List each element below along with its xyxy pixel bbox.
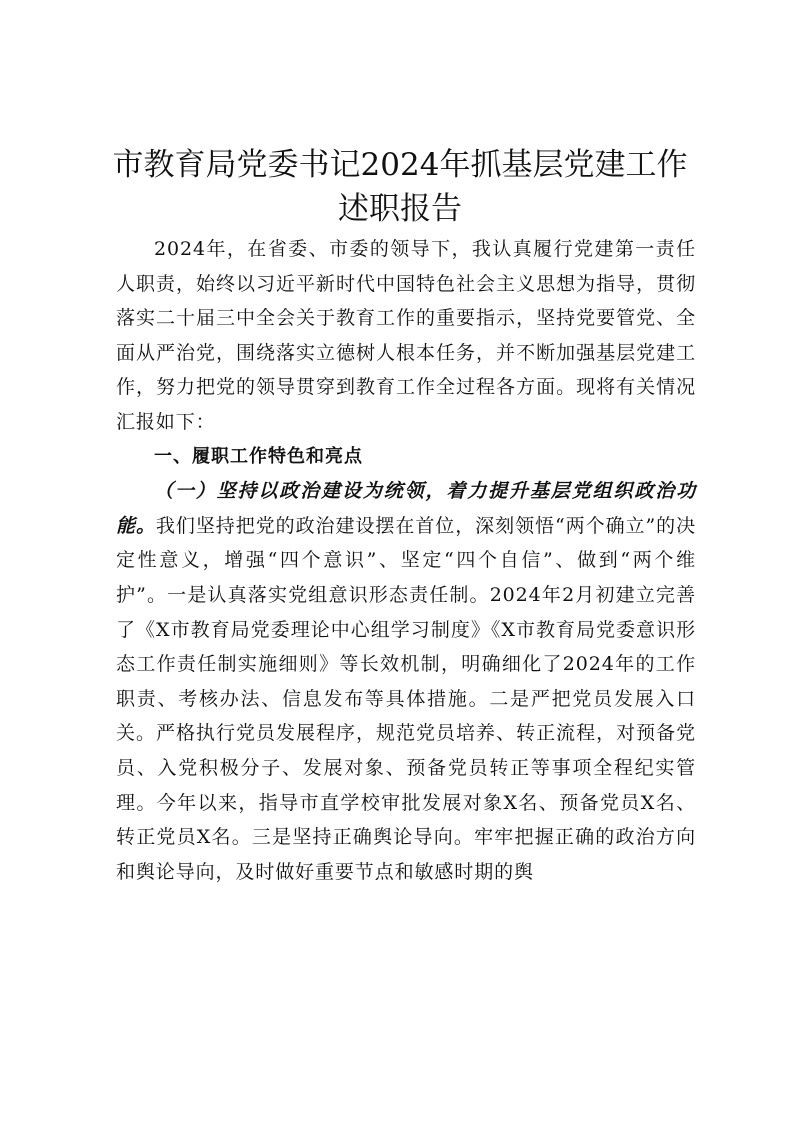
section-heading: 一、履职工作特色和亮点 xyxy=(154,445,363,467)
document-title: 市教育局党委书记2024年抓基层党建工作述职报告 xyxy=(112,147,688,227)
subsection-lead: （一）坚持以政治建设为统领，着力提升基层党组织政治功能。 xyxy=(116,480,696,537)
document-body xyxy=(116,232,696,889)
subsection-paragraph xyxy=(116,474,696,889)
subsection-text: 我们坚持把党的政治建设摆在首位，深刻领悟“两个确立”的决定性意义，增强“四个意识”、坚定“四个自信”、做到“两个维护”。一是认真落实党组意识形态责任制。2024年2月初建立完善了《X市教育局党委理论中心组学习制度》《X市教育局党委意识形态工作责任制实施细则》等长效机制，明确细化了2024年的工作职责、考核办法、信息发布等具体措施。二是严把党员发展入口关。严格执行党员发展程序，规范党员培养、转正流程，对预备党员、入党积极分子、发展对象、预备党员转正等事项全程纪实管理。今年以来，指导市直学校审批发展对象X名、预备党员X名、转正党员X名。三是坚持正确舆论导向。牢牢把握正确的政治方向和舆论导向，及时做好重要节点和敏感时期的舆 xyxy=(116,514,696,883)
intro-paragraph: 2024年，在省委、市委的领导下，我认真履行党建第一责任人职责，始终以习近平新时代中国特色社会主义思想为指导，贯彻落实二十届三中全会关于教育工作的重要指示，坚持党要管党、全面从严治党，围绕落实立德树人根本任务，并不断加强基层党建工作，努力把党的领导贯穿到教育工作全过程各方面。现将有关情况汇报如下： xyxy=(116,238,696,433)
